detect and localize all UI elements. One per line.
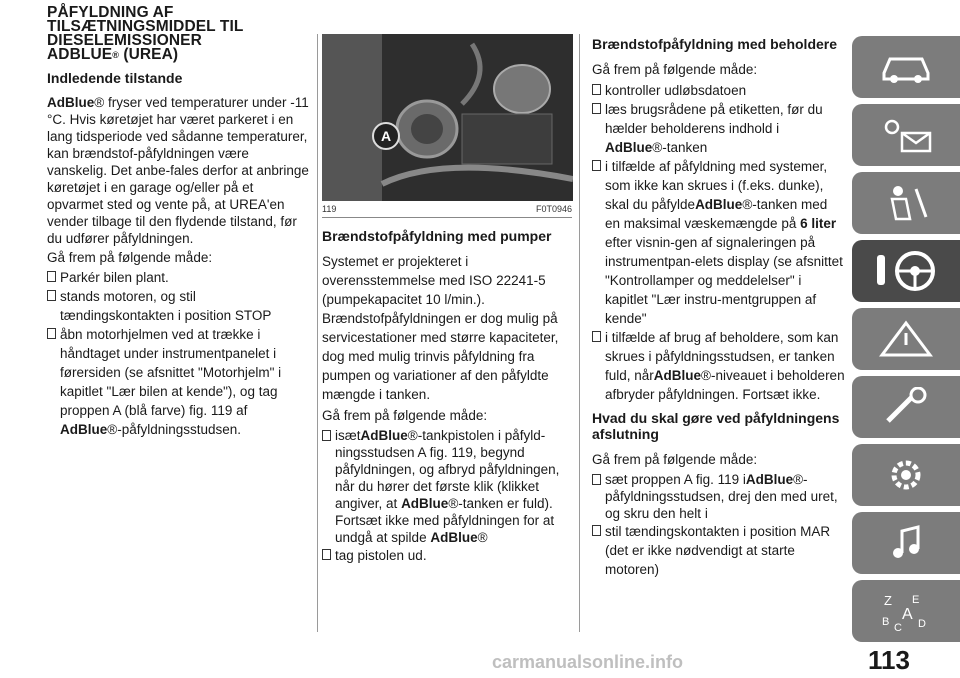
list-item (592, 81, 846, 100)
title-line: DIESELEMISSIONER (47, 32, 202, 49)
text: stil tændingskontakten i position MAR (det er ikke nødvendigt at starte motoren) (605, 524, 831, 577)
text (605, 328, 846, 404)
watermark: carmanualsonline.info (492, 652, 684, 672)
side-tab-index[interactable] (852, 580, 960, 642)
text: åbn motorhjelmen ved at trække i håndtaget under instrumentpanelet i førersiden (se afsnittet "Motorhjelm" i kapitlet "Lær bilen at kende"), og tag proppen A (blå farve) fig. 119 af (60, 327, 282, 418)
list-item (592, 471, 846, 522)
checkbox-bullet-icon (322, 430, 331, 441)
text: i tilfælde af brug af beholdere, som kan skrues i påfyldningsstudsen, er tanken fuld, når (605, 330, 839, 383)
engine-bay-figure (322, 34, 573, 201)
title-line: TILSÆTNINGSMIDDEL TIL (47, 18, 244, 35)
checkbox-bullet-icon (592, 160, 601, 171)
text: sæt proppen A fig. 119 i (605, 472, 746, 487)
svg-text:D: D (918, 618, 926, 630)
text (335, 427, 572, 546)
bold-term: AdBlue (695, 197, 743, 212)
side-tab-maintenance[interactable] (852, 376, 960, 438)
list-item (592, 157, 846, 328)
wrench-icon (878, 387, 934, 427)
bold-term: AdBlue (60, 422, 108, 437)
side-tab-lights-messages[interactable] (852, 104, 960, 166)
side-tab-technical-data[interactable] (852, 444, 960, 506)
emergency-triangle-icon (878, 319, 934, 359)
text: ® (477, 530, 488, 545)
paragraph: Gå frem på følgende måde: (322, 408, 488, 423)
text: tag pistolen ud. (335, 548, 427, 563)
heading-after-filling: Hvad du skal gøre ved påfyldningens afslutning (592, 410, 840, 442)
column-right (592, 34, 846, 579)
bold-term: AdBlue (605, 140, 653, 155)
bold-term: AdBlue (745, 472, 794, 487)
text (605, 157, 846, 328)
checkbox-bullet-icon (47, 328, 56, 339)
title-line: (UREA) (118, 46, 179, 63)
text: ®-tankpistolen i påfyld-ningsstudsen A fig. 119, begynd påfyldningen, og afbryd påfyldningen, når du hører det første klik (klikket angiver, at (335, 428, 560, 511)
music-note-icon (878, 523, 934, 563)
paragraph: Gå frem på følgende måde: (592, 452, 758, 467)
registered-mark: ® (112, 50, 119, 60)
list-item (322, 546, 572, 565)
paragraph: Systemet er projekteret i overensstemmelse med ISO 22241-5 (pumpekapacitet 10 l/min.). Brændstofpåfyldningen er dog mulig på servicestationer med større kapaciteter, dog med mulig trinvis påfyldning fra pumpen og variationer af den påfyldte mængde i tanken. (322, 254, 559, 402)
checkbox-bullet-icon (322, 549, 331, 560)
list-item (592, 328, 846, 404)
figure-caption (322, 204, 572, 218)
side-tab-emergency[interactable] (852, 308, 960, 370)
svg-text:B: B (882, 616, 890, 628)
warning-light-envelope-icon (878, 115, 934, 155)
key-steering-wheel-icon (871, 249, 941, 293)
text: ®-niveauet i beholderen afbryder påfyldningen. Fortsæt ikke. (605, 368, 845, 402)
text: læs brugsrådene på etiketten, før du hælder beholderens indhold i (605, 102, 823, 136)
list-item (47, 287, 312, 325)
text: ®-tanken (652, 140, 708, 155)
figure-code: F0T0946 (535, 204, 572, 214)
title-line: ADBLUE (47, 46, 113, 63)
checkbox-bullet-icon (592, 103, 601, 114)
alphabet-index-icon (878, 589, 934, 633)
side-tab-safety[interactable] (852, 172, 960, 234)
list-item (592, 522, 846, 579)
bold-term: AdBlue (47, 95, 95, 110)
checkbox-bullet-icon (592, 474, 601, 485)
paragraph: Gå frem på følgende måde: (47, 250, 213, 265)
text: ®-tanken er fuld). Fortsæt ikke med påfyldningen for at undgå at spilde (335, 496, 555, 545)
car-icon (878, 49, 934, 85)
checkbox-bullet-icon (47, 271, 56, 282)
text (605, 100, 846, 157)
paragraph (47, 94, 312, 247)
title-line: PÅFYLDNING AF (47, 4, 174, 21)
gear-icon (878, 455, 934, 495)
text (605, 471, 846, 522)
checkbox-bullet-icon (47, 290, 56, 301)
side-tab-car[interactable] (852, 36, 960, 98)
text: ® fryser ved temperaturer under -11 °C. Hvis køretøjet har været parkeret i en lang tidsperiode ved sådanne temperaturer, kan brændstof-påfyldningen være vanskelig. Det anbe-fales derfor at anbringe køretøjet i en garage og/eller på et opvarmet sted og vente på, at UREA'en vender tilbage til den flydende tilstand, før du udfører påfyldningen. (47, 95, 309, 246)
side-tab-multimedia[interactable] (852, 512, 960, 574)
text: Parkér bilen plant. (60, 270, 169, 285)
checkbox-bullet-icon (592, 84, 601, 95)
text: ®-påfyldningsstudsen, drej den med uret, og skru den helt i (605, 472, 838, 521)
text: ®-påfyldningsstudsen. (107, 422, 242, 437)
list-item (47, 325, 312, 439)
checkbox-bullet-icon (592, 331, 601, 342)
seatbelt-airbag-icon (878, 183, 934, 223)
text: ®-tanken med en maksimal væskemængde på (605, 197, 828, 231)
text: stands motoren, og stil tændingskontakten i position STOP (60, 289, 272, 323)
text: isæt (335, 428, 361, 443)
bold-term: AdBlue (401, 496, 449, 511)
column-left (47, 6, 312, 439)
list-item (47, 268, 312, 287)
list-item (592, 100, 846, 157)
subheading-initial-conditions: Indledende tilstande (47, 70, 183, 86)
checkbox-bullet-icon (592, 525, 601, 536)
list-item (322, 427, 572, 546)
paragraph: Gå frem på følgende måde: (592, 62, 758, 77)
bold-term: AdBlue (653, 368, 702, 383)
section-title (47, 6, 312, 62)
svg-text:E: E (912, 594, 920, 606)
page-number: 113 (868, 645, 910, 675)
svg-text:A: A (902, 606, 913, 623)
svg-text:C: C (894, 622, 902, 633)
heading-container-filling: Brændstofpåfyldning med beholdere (592, 36, 838, 52)
bold-term: 6 liter (800, 216, 837, 231)
column-middle (322, 34, 572, 565)
text: efter visnin-gen af signaleringen på instrumentpan-elets display (se afsnittet "Kontrollamper og meddelelser" i kapitlet "Lær instru-mentgruppen af kende" (605, 235, 843, 326)
heading-pump-filling: Brændstofpåfyldning med pumper (322, 228, 552, 244)
callout-marker-a: A (372, 122, 400, 150)
column-divider (579, 34, 580, 632)
bold-term: AdBlue (360, 428, 408, 443)
bold-term: AdBlue (430, 530, 478, 545)
engine-illustration (322, 34, 573, 201)
column-divider (317, 34, 318, 632)
figure-number: 119 (322, 204, 337, 214)
svg-text:Z: Z (884, 593, 892, 608)
text: kontroller udløbsdatoen (605, 83, 747, 98)
text: i tilfælde af påfyldning med systemer, som ikke kan skrues i (f.eks. dunke), skal du påfylde (605, 159, 828, 212)
side-tab-starting-driving[interactable] (852, 240, 960, 302)
text (60, 325, 312, 439)
